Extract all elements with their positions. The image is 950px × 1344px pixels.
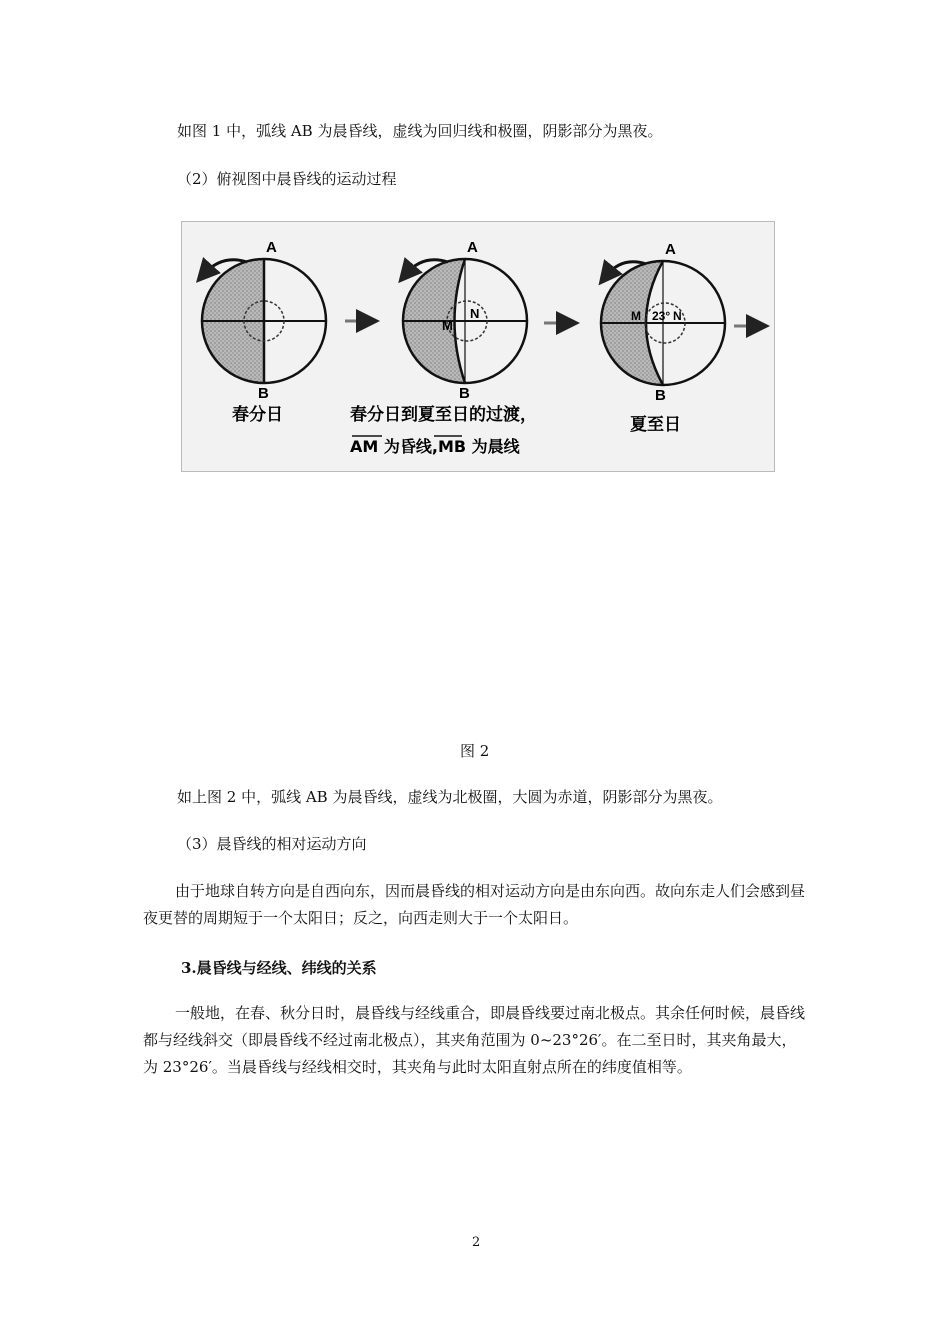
label-n: N	[673, 309, 682, 323]
figure-caption: 图 2	[460, 742, 490, 760]
caption-solstice: 夏至日	[630, 415, 681, 435]
label-a: A	[266, 239, 277, 256]
globe-transition	[403, 239, 527, 402]
globe-solstice	[601, 241, 725, 404]
subheading-3: （3）晨昏线的相对运动方向	[177, 835, 367, 853]
paragraph-rotation: 由于地球自转方向是自西向东，因而晨昏线的相对运动方向是由东向西。故向东走人们会感到昼夜更替的周期短于一个太阳日；反之，向西走则大于一个太阳日。	[143, 882, 806, 927]
terminator-diagram	[181, 221, 775, 472]
label-m: M	[631, 309, 641, 323]
text-line-3: 如上图 2 中，弧线 AB 为晨昏线，虚线为北极圈，大圆为赤道，阴影部分为黑夜。	[177, 788, 723, 806]
caption-equinox: 春分日	[232, 405, 283, 425]
label-m: M	[442, 318, 453, 333]
label-b: B	[258, 385, 269, 402]
label-a: A	[665, 241, 676, 258]
subheading-2: （2）俯视图中晨昏线的运动过程	[177, 170, 397, 188]
section-heading: 3.晨昏线与经线、纬线的关系	[181, 959, 377, 977]
caption-transition-line1: 春分日到夏至日的过渡，	[350, 405, 537, 425]
label-n: N	[470, 306, 480, 321]
globe-equinox	[202, 239, 326, 402]
paragraph-relation: 一般地，在春、秋分日时，晨昏线与经线重合，即晨昏线要过南北极点。其余任何时候，晨昏线都与经线斜交（即晨昏线不经过南北极点），其夹角范围为 0~23°26′。在二至日时，其夹角最大，为 23°26′。当晨昏线与经线相交时，其夹角与此时太阳直射点所在的纬度值相等。	[143, 1004, 806, 1076]
label-angle: 23°	[652, 309, 671, 323]
label-b: B	[655, 387, 666, 404]
caption-transition-line2: AM 为昏线,MB 为晨线	[350, 437, 520, 456]
text-line-1: 如图 1 中，弧线 AB 为晨昏线，虚线为回归线和极圈，阴影部分为黑夜。	[177, 122, 663, 140]
label-a: A	[467, 239, 478, 256]
label-b: B	[459, 385, 470, 402]
page-number: 2	[472, 1235, 481, 1250]
